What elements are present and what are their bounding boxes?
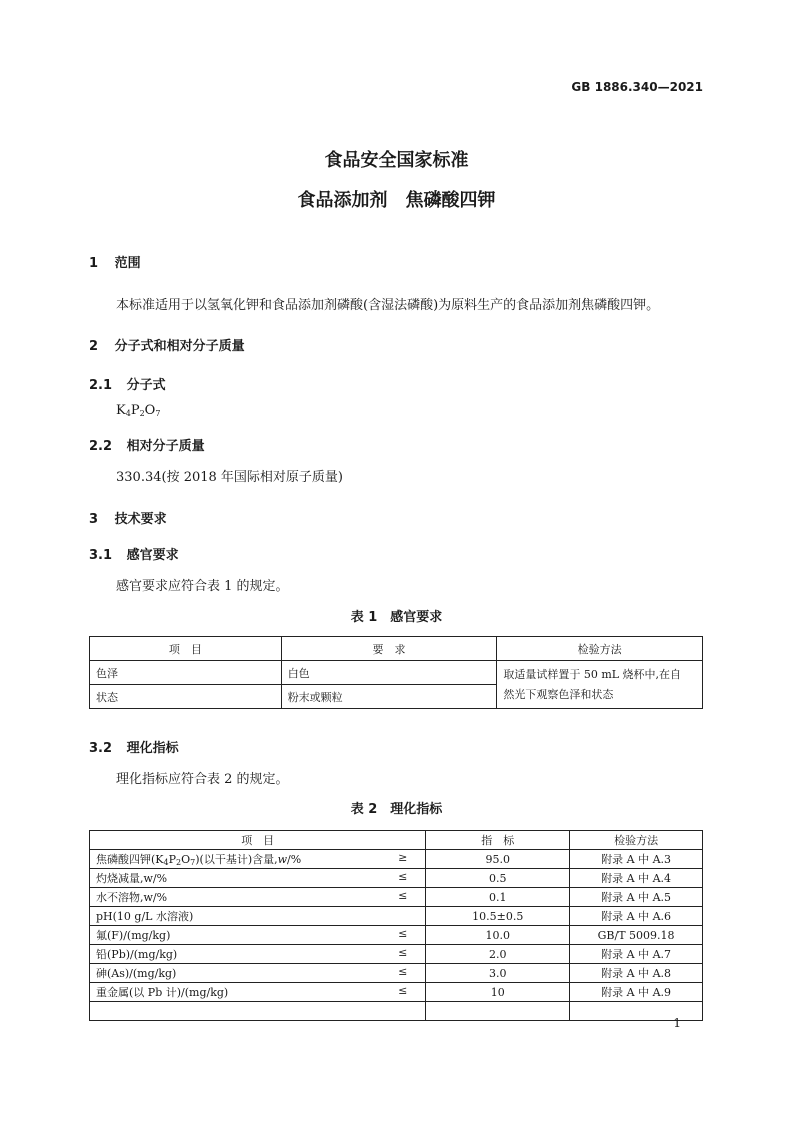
page-number: 1 [673,1016,681,1030]
section-title: 技术要求 [114,512,167,527]
column-header: 项 目 [90,831,426,850]
section-2-heading [89,335,245,354]
table-row [90,945,703,964]
section-number: 1 [89,256,99,271]
table-row [90,964,703,983]
section-2-1-heading [89,374,166,393]
sensory-table [89,636,703,709]
document-title: 食品安全国家标准 [324,150,469,171]
column-header: 检验方法 [570,831,703,850]
section-1-heading [89,252,141,271]
comparison-sign: ≤ [398,984,408,997]
comparison-sign: ≤ [398,927,408,940]
table-header-row [90,637,703,661]
table-cell: 附录 A 中 A.6 [570,907,703,926]
table-cell: 附录 A 中 A.3 [570,850,703,869]
table-cell: 灼烧减量,w/% ≤ [90,869,426,888]
comparison-sign: ≤ [398,946,408,959]
section-number: 2.2 [89,439,113,454]
column-header: 要 求 [281,637,497,661]
section-2-2-heading [89,435,205,454]
table-cell: 氟(F)/(mg/kg) ≤ [90,926,426,945]
table-cell: 附录 A 中 A.5 [570,888,703,907]
table-cell: 附录 A 中 A.4 [570,869,703,888]
physchem-paragraph: 理化指标应符合表 2 的规定。 [116,772,289,787]
table-cell: 95.0 [426,850,570,869]
section-3-1-heading [89,544,179,563]
table-cell: 2.0 [426,945,570,964]
document-subtitle: 食品添加剂 焦磷酸四钾 [297,190,496,211]
physchem-table [89,830,703,1021]
table-row [90,850,703,869]
column-header: 项 目 [90,637,282,661]
table-cell: 焦磷酸四钾$(K_4P_2O_7)$(以干基计)含量,w/% ≥ [90,850,426,869]
molecular-formula: $K_4P_2O_7$ [116,403,161,418]
table-cell [570,1002,703,1021]
table-cell [90,1002,426,1021]
table-cell: 附录 A 中 A.8 [570,964,703,983]
section-number: 2 [89,339,99,354]
table-cell: 砷(As)/(mg/kg) ≤ [90,964,426,983]
section-title: 感官要求 [126,548,179,563]
section-number: 3 [89,512,99,527]
table-cell: 水不溶物,w/% ≤ [90,888,426,907]
table-cell: 白色 [281,661,497,685]
column-header: 指 标 [426,831,570,850]
table-cell: 3.0 [426,964,570,983]
table-cell: 铅(Pb)/(mg/kg) ≤ [90,945,426,964]
section-number: 3.1 [89,548,113,563]
table-cell: 色泽 [90,661,282,685]
table-cell: 取适量试样置于 50 mL 烧杯中,在自 然光下观察色泽和状态 [497,661,703,709]
scope-paragraph: 本标准适用于以氢氧化钾和食品添加剂磷酸(含湿法磷酸)为原料生产的食品添加剂焦磷酸四钾。 [116,298,660,313]
table-cell [426,1002,570,1021]
table-cell: 状态 [90,685,282,709]
table-cell: 附录 A 中 A.9 [570,983,703,1002]
table-row [90,926,703,945]
table-cell: 10.5±0.5 [426,907,570,926]
comparison-sign: ≤ [398,889,408,902]
section-number: 2.1 [89,378,113,393]
comparison-sign: ≥ [398,851,408,864]
table-cell: pH(10 g/L 水溶液) [90,907,426,926]
table-cell: GB/T 5009.18 [570,926,703,945]
table-row [90,869,703,888]
table-cell: 粉末或颗粒 [281,685,497,709]
section-title: 相对分子质量 [126,439,205,454]
section-title: 分子式 [126,378,166,393]
table-cell: 重金属(以 Pb 计)/(mg/kg) ≤ [90,983,426,1002]
standard-number: GB 1886.340—2021 [571,80,703,94]
table-2-caption: 表 2 理化指标 [350,802,443,817]
table-row [90,661,703,685]
section-title: 范围 [114,256,141,271]
table-1-caption: 表 1 感官要求 [350,610,443,625]
comparison-sign: ≤ [398,870,408,883]
section-3-heading [89,508,167,527]
table-row [90,907,703,926]
table-cell: 0.5 [426,869,570,888]
table-header-row [90,831,703,850]
column-header: 检验方法 [497,637,703,661]
table-cell: 10 [426,983,570,1002]
section-title: 分子式和相对分子质量 [114,339,245,354]
section-number: 3.2 [89,741,113,756]
table-cell: 附录 A 中 A.7 [570,945,703,964]
section-title: 理化指标 [126,741,179,756]
table-cell: 0.1 [426,888,570,907]
section-3-2-heading [89,737,179,756]
table-row [90,888,703,907]
table-cell: 10.0 [426,926,570,945]
table-row [90,1002,703,1021]
comparison-sign: ≤ [398,965,408,978]
sensory-paragraph: 感官要求应符合表 1 的规定。 [116,579,289,594]
table-row [90,983,703,1002]
molecular-mass-paragraph: 330.34(按 2018 年国际相对原子质量) [116,470,343,485]
